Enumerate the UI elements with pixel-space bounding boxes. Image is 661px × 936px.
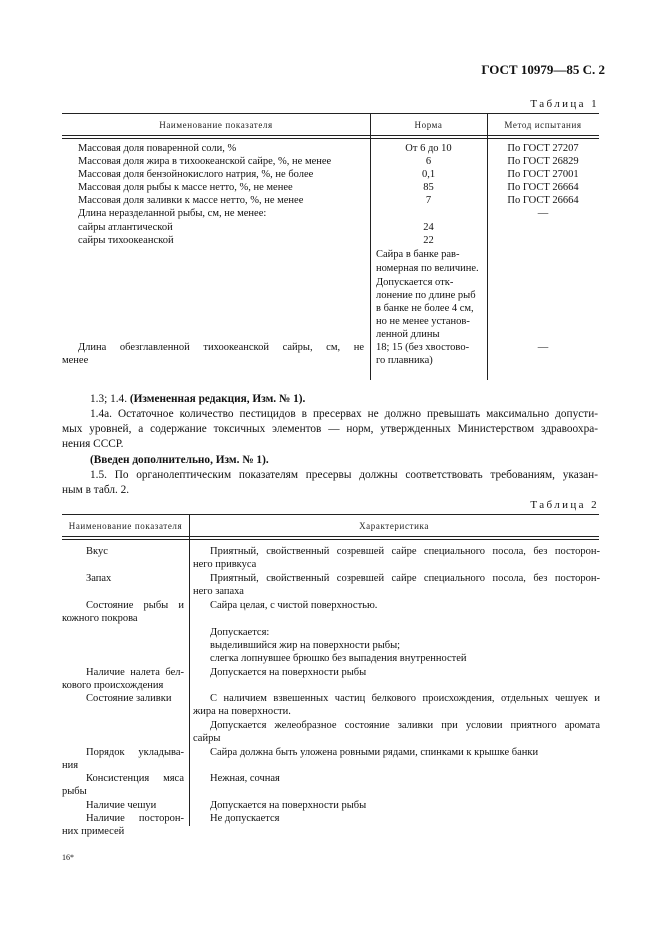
table2-row-value-cont: выделившийся жир на поверхности рыбы; xyxy=(210,640,401,651)
table1-last-row-norm: 18; 15 (без хвостово- xyxy=(376,342,470,353)
table2-row-value: Сайра целая, с чистой поверхностью. xyxy=(210,600,378,611)
table2-row-value: Допускается на поверхности рыбы xyxy=(210,800,367,811)
table2-row-label-cont: них примесей xyxy=(62,826,125,837)
table1-row-method: По ГОСТ 26829 xyxy=(507,156,579,167)
table1-row-method: — xyxy=(537,208,549,219)
table2-row-label-cont: кожного покрова xyxy=(62,613,138,624)
table2-row-label: Наличие чешуи xyxy=(86,800,157,811)
table1-row-name: Массовая доля жира в тихоокеанской сайре, %, не менее xyxy=(78,156,332,167)
table2-header-name: Наименование показателя xyxy=(68,521,183,531)
paragraph-pesticides-end: нения СССР. xyxy=(62,438,124,450)
table1-row-name: Длина неразделанной рыбы, см, не менее: xyxy=(78,208,267,219)
table1-row-norm: 0,1 xyxy=(421,169,436,180)
table1-row-norm: 7 xyxy=(425,195,432,206)
paragraph-introduced: (Введен дополнительно, Изм. № 1). xyxy=(90,454,269,466)
table2-row-value-cont: сайры xyxy=(193,733,221,744)
table2-row-value: Сайра должна быть уложена ровными рядами, спинками к крышке банки xyxy=(210,747,539,758)
table1-row-name: Массовая доля заливки к массе нетто, %, не менее xyxy=(78,195,304,206)
paragraph-pesticides-cont: мых уровней, а содержание токсичных элементов — норм, утвержденных Министерством здравоохра- xyxy=(62,423,598,435)
table2-header-char: Характеристика xyxy=(359,521,429,531)
table2-row-value: Нежная, сочная xyxy=(210,773,280,784)
table1-row-norm: 24 xyxy=(423,222,434,233)
table2-row-value: Не допускается xyxy=(210,813,280,824)
table1-row-name: Массовая доля бензойнокислого натрия, %, не более xyxy=(78,169,314,180)
table1-header-name: Наименование показателя xyxy=(159,120,273,130)
table1-row-name: Массовая доля поваренной соли, % xyxy=(78,143,237,154)
page-header: ГОСТ 10979—85 С. 2 xyxy=(481,62,605,77)
norm-note-line: лонение по длине рыб xyxy=(376,290,476,301)
table2-row-label: Вкус xyxy=(86,546,108,557)
paragraph-amendment: 1.3; 1.4. (Измененная редакция, Изм. № 1). xyxy=(90,393,306,405)
table2-row-label: Наличие налета бел- xyxy=(86,667,184,678)
norm-note-line: ленной длины xyxy=(376,329,440,340)
table1-caption: Таблица 1 xyxy=(530,98,599,110)
norm-note-line: Сайра в банке рав- xyxy=(376,249,460,260)
table1-row-method: По ГОСТ 27207 xyxy=(507,143,579,154)
paragraph-organoleptic-cont: ным в табл. 2. xyxy=(62,484,130,496)
table2-row-label-cont: ния xyxy=(62,760,79,771)
table1-row-name: Массовая доля рыбы к массе нетто, %, не менее xyxy=(78,182,293,193)
table1-last-row-name-cont: менее xyxy=(62,355,89,366)
table2-row-value: Допускается на поверхности рыбы xyxy=(210,667,367,678)
norm-note-line: но не менее установ- xyxy=(376,316,470,327)
table2-row-label: Состояние рыбы и xyxy=(86,600,184,611)
table1-row-norm: 22 xyxy=(423,235,434,246)
table1-row-name: сайры тихоокеанской xyxy=(78,235,174,246)
table1-header-norm: Норма xyxy=(414,120,443,130)
table2-row-value: Допускается: xyxy=(210,627,270,638)
table1-last-row-name: Длина обезглавленной тихоокеанской сайры, см, не xyxy=(78,342,364,353)
norm-note-line: в банке не более 4 см, xyxy=(376,303,474,314)
table1-header-method: Метод испытания xyxy=(504,120,582,130)
table2-row-label-cont: кового происхождения xyxy=(62,680,164,691)
table2-row-value: Допускается желеобразное состояние заливки при условии приятного аромата xyxy=(210,720,600,731)
table2-row-value-cont: него привкуса xyxy=(193,559,257,570)
table2-row-value: С наличием взвешенных частиц белкового происхождения, отдельных чешуек и xyxy=(210,693,600,704)
table2-row-value-cont: слегка лопнувшее брюшко без выпадения внутренностей xyxy=(210,653,467,664)
table1-row-name: сайры атлантической xyxy=(78,222,173,233)
signature-mark: 16* xyxy=(62,853,74,862)
norm-note-line: Допускается отк- xyxy=(376,277,454,288)
paragraph-organoleptic: 1.5. По органолептическим показателям пресервы должны соответствовать требованиям, указан- xyxy=(90,469,598,481)
table2-row-value-cont: жира на поверхности. xyxy=(193,706,291,717)
table1-row-norm: 6 xyxy=(425,156,432,167)
table2-row-value-cont: него запаха xyxy=(193,586,244,597)
table2-row-label: Состояние заливки xyxy=(86,693,172,704)
table2-caption: Таблица 2 xyxy=(530,499,599,511)
table2-row-label: Консистенция мяса xyxy=(86,773,184,784)
table1-row-norm: 85 xyxy=(423,182,434,193)
table1-row-method: По ГОСТ 26664 xyxy=(507,182,579,193)
table1-row-norm: От 6 до 10 xyxy=(405,143,452,154)
paragraph-pesticides: 1.4а. Остаточное количество пестицидов в пресервах не должно превышать максимально допусти- xyxy=(90,408,598,420)
table2-row-label: Наличие посторон- xyxy=(86,813,184,824)
table1-last-row-norm-cont: го плавника) xyxy=(376,355,433,366)
norm-note-line: номерная по величине. xyxy=(376,263,479,274)
table2-row-label-cont: рыбы xyxy=(62,786,87,797)
table1-row-method: По ГОСТ 26664 xyxy=(507,195,579,206)
table2-row-value: Приятный, свойственный созревшей сайре специального посола, без посторон- xyxy=(210,546,600,557)
table2-row-label: Порядок укладыва- xyxy=(86,747,184,758)
table1-row-method: По ГОСТ 27001 xyxy=(507,169,579,180)
table1-last-row-method: — xyxy=(537,342,549,353)
table2-row-label: Запах xyxy=(86,573,112,584)
table2-row-value: Приятный, свойственный созревшей сайре специального посола, без посторон- xyxy=(210,573,600,584)
